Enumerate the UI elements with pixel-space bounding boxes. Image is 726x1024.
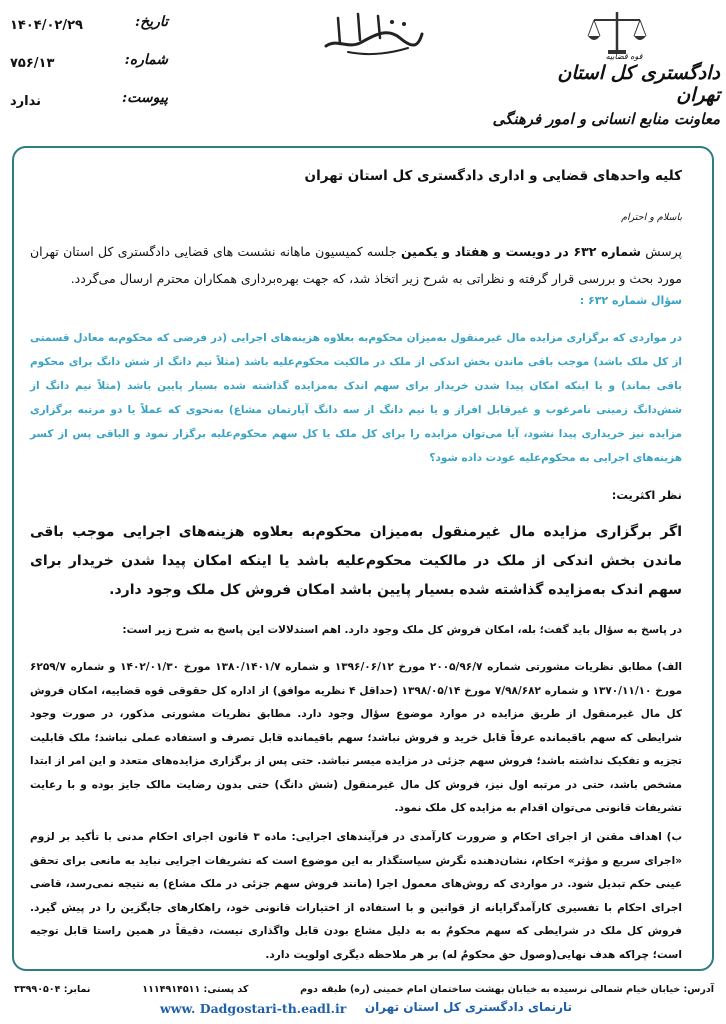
number-value: ۷۵۶/۱۳: [10, 56, 55, 71]
paragraph-a: الف) مطابق نظریات مشورتی شماره ۲۰۰۵/۹۶/۷ مورخ ۱۳۹۶/۰۶/۱۲ و شماره ۱۳۸۰/۱۴۰۱/۷ مورخ ۱۴۰۲/۰۱/۳۰ و شماره ۶۲۵۹/۷ مورخ ۱۳۷۰/۱۱/۱۰ و شماره ۷/۹۸/۶۸۲ مورخ ۱۳۹۸/۰۵/۱۴ (حداقل ۴ نظریه موافق) از اداره کل حقوقی قوه قضاییه، امکان فروش کل مال غیرمنقول از طریق مزایده در موارد موضوع سؤال وجود دارد. مطابق نظریات مشورتی مذکور، در صورت وجود شرایطی که سهم باقیمانده عرفاً قابل خرید و فروش نباشد؛ سهم باقیمانده قابل تصرف و استفاده عملی نباشد؛ ملک قابلیت تجزیه و تفکیک نداشته باشد؛ فروش سهم جزئی در مزایده میسر نباشد. حتی پس از برگزاری مزایده‌های متعدد و این امر از ابتدا مشخص باشد، حتی در مرتبه اول نیز، فروش کل مال غیرمنقول (شش دانگ) حتی بدون رضایت مالک جایز بوده و با رعایت تشریفات قانونی می‌توان اقدام به مزایده کل ملک نمود.: [30, 661, 683, 814]
greeting: باسلام و احترام: [621, 212, 682, 223]
number-label: شماره:: [124, 52, 168, 68]
intro-rest: جلسه کمیسیون ماهانه نشست های قضایی دادگستری کل استان تهران مورد بحث و بررسی قرار گرفته و نظراتی به شرح زیر اتخاذ شد، که جهت بهره‌برداری همکاران محترم ارسال می‌گردد.: [30, 244, 682, 286]
judiciary-label: قوه قضاییه: [605, 52, 643, 61]
footer-fax: نمابر: ۳۳۹۹۰۵۰۴: [14, 984, 91, 995]
paragraph-b: ب) اهداف مقنن از اجرای احکام و ضرورت کارآمدی در فرآیندهای اجرایی: ماده ۳ قانون اجرای احکام مدنی با تأکید بر لزوم «اجرای سریع و مؤثر» احکام، نشان‌دهنده نگرش سیاستگذار به این موضوع است که تشریفات اجرایی نباید به مانعی برای تحقق عینی حکم تبدیل شود. در مواردی که روش‌های معمول اجرا (مانند فروش سهم جزئی در ملک مشاع) به نتیجه نمی‌رسد، قاضی اجرای احکام با تفسیری کارآمدگرایانه از قوانین و با استفاده از اختیارات قانونی خود، راهکارهای جایگزین را در پیش گیرد. فروش کل ملک در شرایطی که سهم محکومٌ به به دلیل مشاع بودن قابل واگذاری نیست، دقیقاً در همین راستا قابل توجیه است؛ چراکه هدف نهایی(وصول حق محکومٌ له) بر هر ملاحظه دیگری اولویت دارد.: [30, 831, 682, 961]
basmala-calligraphy: [318, 8, 428, 58]
session-number: شماره ۶۳۲ در دویست و هفتاد و یکمین: [400, 244, 641, 259]
letter-meta-values: [10, 18, 105, 132]
court-title: دادگستری کل استان تهران: [557, 62, 720, 106]
attachment-value: ندارد: [10, 94, 42, 109]
majority-opinion: اگر برگزاری مزایده مال غیرمنقول به‌میزان محکوم‌به بعلاوه هزینه‌های اجرایی موجب باقی ماندن بخش اندکی از ملک در مالکیت محکوم‌علیه باشد یا اینکه امکان پیدا شدن خریدار برای سهم اندک به‌مزایده گذاشته شده بسیار پایین باشد امکان فروش کل ملک وجود دارد.: [30, 524, 682, 598]
attachment-label: پیوست:: [122, 90, 168, 106]
question-text: در مواردی که برگزاری مزایده مال غیرمنقول به‌میزان محکوم‌به بعلاوه هزینه‌های اجرایی (در فرضی که محکوم‌به معادل قسمتی از کل ملک باشد) موجب باقی ماندن بخش اندکی از ملک در مالکیت محکوم‌علیه باشد (مثلاً نیم دانگ از شش دانگ برای محکوم باقی بماند) و یا اینکه امکان پیدا شدن خریدار برای سهم اندک به‌مزایده گذاشته شده بسیار پایین باشد (مثلاً نیم دانگ از شش‌دانگ زمینی نامرغوب و غیرقابل افراز و یا نیم دانگ از سه دانگ آپارتمان مشاع) به‌نحوی که عملاً یا دو مرتبه برگزاری مزایده نیز خریداری پیدا نشود، آیا می‌توان مزایده را برای کل ملک یا کل سهم محکوم‌علیه برگزار نمود و الباقی پس از کسر هزینه‌های اجرایی به محکوم‌علیه عودت داده شود؟: [30, 332, 682, 464]
footer-portal-name: تارنمای دادگستری کل استان تهران: [364, 1000, 572, 1014]
website-link[interactable]: www. Dadgostari-th.eadl.ir: [160, 1001, 347, 1016]
date-label: تاریخ:: [134, 14, 168, 30]
footer-postal-code: کد پستی: ۱۱۱۴۹۱۴۵۱۱: [142, 984, 249, 995]
footer-contact-line: [14, 984, 714, 995]
footer-address: آدرس: خیابان خیام شمالی نرسیده به خیابان بهشت ساختمان امام خمینی (ره) طبقه دوم: [300, 984, 714, 995]
judiciary-emblem-icon: [582, 8, 652, 58]
intro-paragraph: [30, 238, 682, 292]
majority-heading: نظر اکثریت:: [611, 488, 682, 502]
answer-intro: در پاسخ به سؤال باید گفت؛ بله، امکان فروش کل ملک وجود دارد. اهم استدلالات این پاسخ به شرح زیر است:: [122, 624, 682, 636]
department-title: معاونت منابع انسانی و امور فرهنگی: [492, 110, 720, 128]
recipient-line: کلیه واحدهای قضایی و اداری دادگستری کل استان تهران: [304, 168, 682, 184]
intro-lead: پرسش: [640, 244, 683, 259]
question-heading: سؤال شماره ۶۳۲ :: [579, 294, 682, 307]
date-value: ۱۴۰۴/۰۲/۲۹: [10, 18, 83, 33]
letter-meta-labels: [108, 14, 168, 128]
